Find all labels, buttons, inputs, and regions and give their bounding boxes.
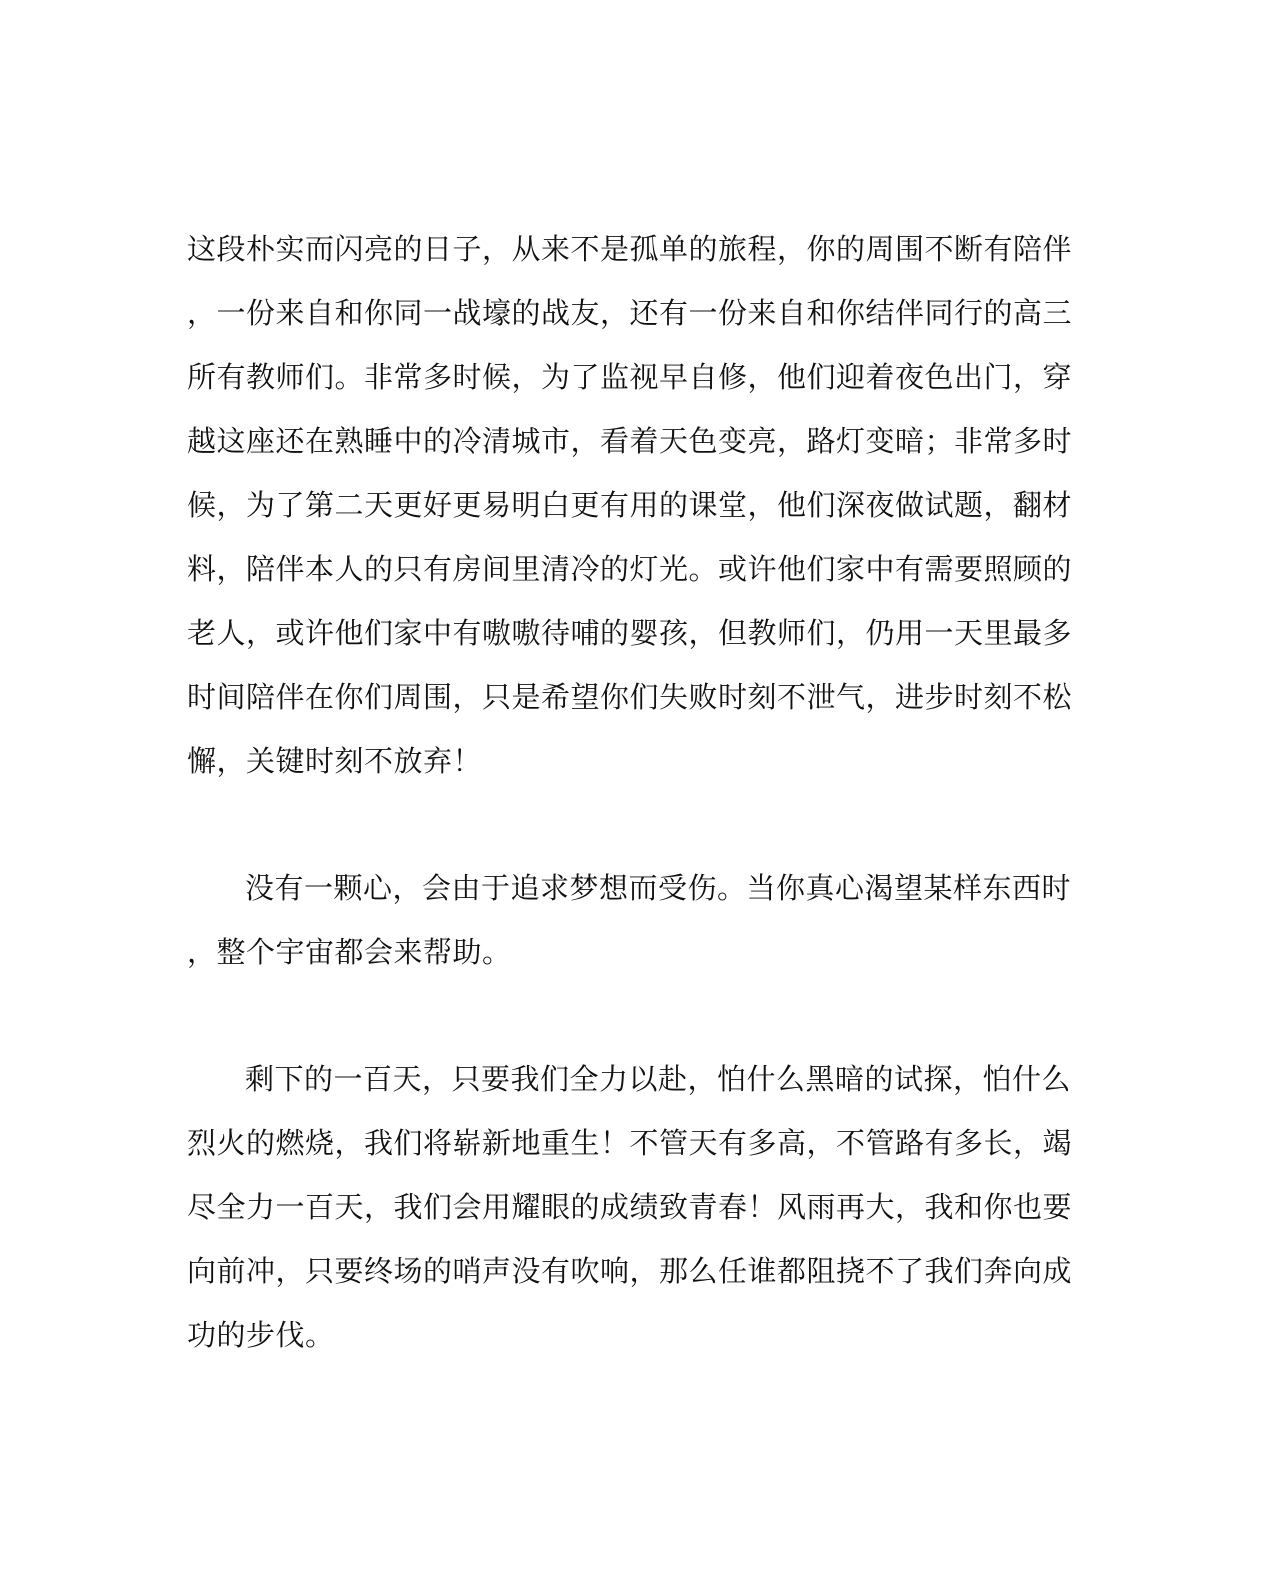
text-line: 懈，关键时刻不放弃！ bbox=[187, 744, 483, 778]
text-line: 烈火的燃烧，我们将崭新地重生！不管天有多高，不管路有多长，竭 bbox=[187, 1126, 1073, 1160]
text-line: 候，为了第二天更好更易明白更有用的课堂，他们深夜做试题，翻材 bbox=[187, 488, 1073, 522]
text-line: 老人，或许他们家中有嗷嗷待哺的婴孩，但教师们，仍用一天里最多 bbox=[187, 616, 1073, 650]
text-line: 向前冲，只要终场的哨声没有吹响，那么任谁都阻挠不了我们奔向成 bbox=[187, 1254, 1073, 1288]
paragraph-dream-quote bbox=[187, 856, 1072, 984]
paragraph-hundred-days bbox=[187, 1047, 1073, 1367]
text-line: 这段朴实而闪亮的日子，从来不是孤单的旅程，你的周围不断有陪伴 bbox=[187, 232, 1073, 266]
text-line: ，一份来自和你同一战壕的战友，还有一份来自和你结伴同行的高三 bbox=[187, 296, 1073, 330]
text-line: 料，陪伴本人的只有房间里清冷的灯光。或许他们家中有需要照顾的 bbox=[187, 552, 1073, 586]
text-line: 剩下的一百天，只要我们全力以赴，怕什么黑暗的试探，怕什么 bbox=[245, 1062, 1072, 1096]
text-line: 功的步伐。 bbox=[187, 1318, 335, 1352]
text-line: 时间陪伴在你们周围，只是希望你们失败时刻不泄气，进步时刻不松 bbox=[187, 680, 1073, 714]
text-line: 越这座还在熟睡中的冷清城市，看着天色变亮，路灯变暗；非常多时 bbox=[187, 424, 1073, 458]
text-line: ，整个宇宙都会来帮助。 bbox=[187, 935, 512, 969]
text-line: 所有教师们。非常多时候，为了监视早自修，他们迎着夜色出门，穿 bbox=[187, 360, 1073, 394]
paragraph-teachers-companionship bbox=[187, 217, 1073, 793]
text-line: 尽全力一百天，我们会用耀眼的成绩致青春！风雨再大，我和你也要 bbox=[187, 1190, 1073, 1224]
text-line: 没有一颗心，会由于追求梦想而受伤。当你真心渴望某样东西时 bbox=[245, 871, 1072, 905]
